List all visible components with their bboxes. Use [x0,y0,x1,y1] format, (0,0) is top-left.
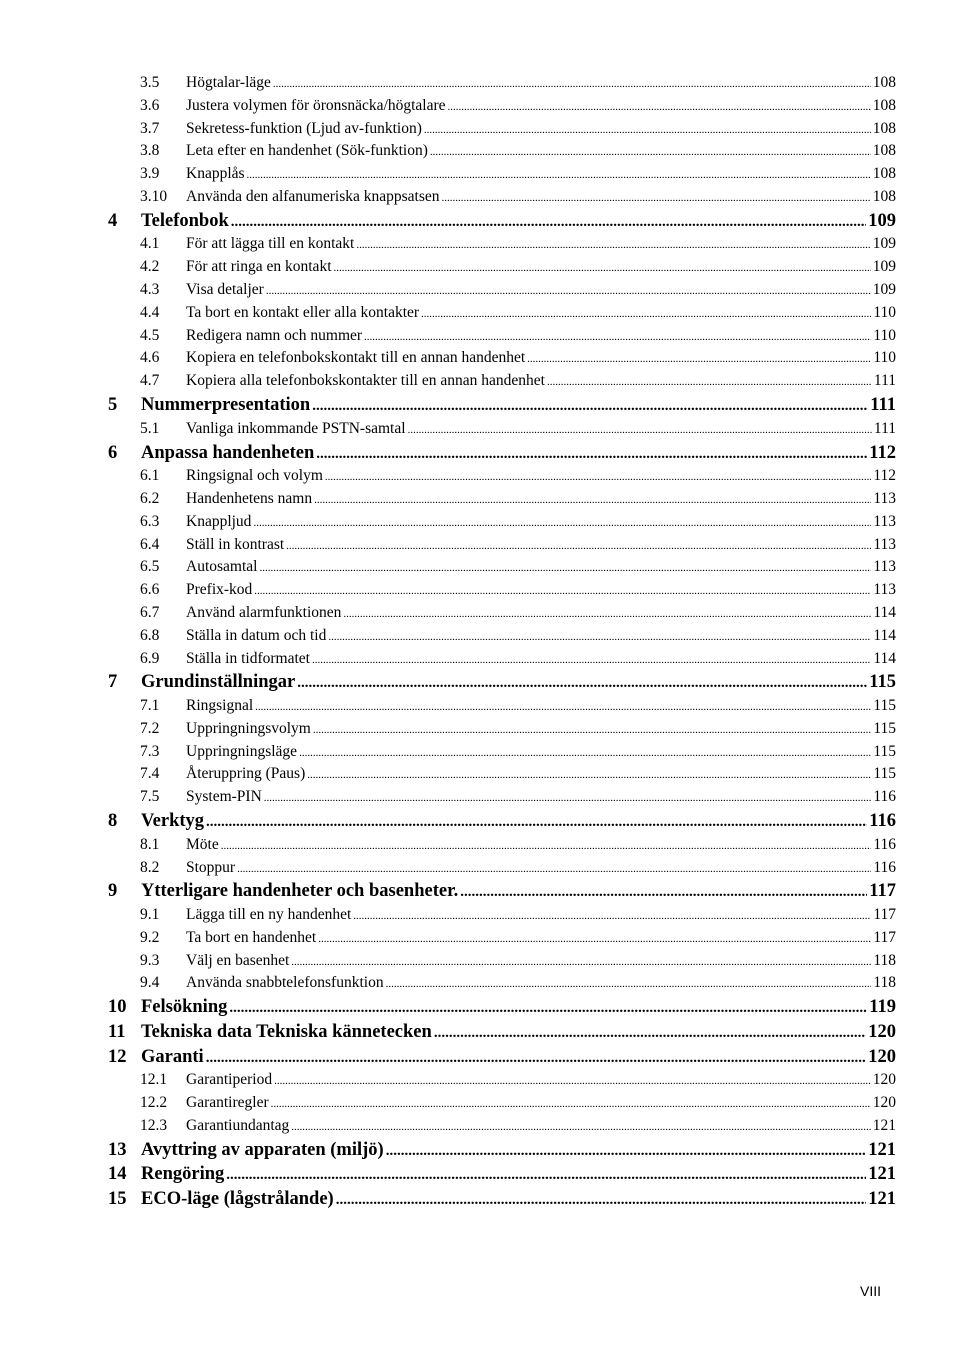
toc-section-entry[interactable] [108,118,896,141]
toc-entry-page: 110 [873,326,896,344]
toc-entry-title: Justera volymen för öronsnäcka/högtalare [186,96,446,114]
toc-entry-title: Stoppur [186,858,236,876]
toc-entry-title: Rengöring [141,1164,225,1185]
toc-entry-page: 118 [873,974,896,992]
toc-entry-page: 113 [873,558,896,576]
toc-entry-title: ECO-läge (lågstrålande) [141,1189,334,1210]
toc-entry-number: 6 [108,442,118,463]
dot-leader [237,857,871,881]
toc-entry-number: 4.7 [140,372,160,390]
toc-entry-number: 10 [108,997,127,1018]
toc-entry-title: Ta bort en handenhet [186,928,317,946]
toc-entry-page: 116 [873,788,896,806]
toc-entry-page: 112 [869,442,896,463]
toc-entry-number: 6.2 [140,490,160,508]
toc-entry-title: Verktyg [141,811,205,832]
dot-leader [226,1162,866,1188]
toc-section-entry[interactable] [108,1115,896,1138]
dot-leader [229,995,867,1021]
toc-section-entry[interactable] [108,163,896,186]
dot-leader [247,163,871,187]
dot-leader [291,1115,870,1139]
toc-entry-number: 7 [108,672,118,693]
dot-leader [274,1069,871,1093]
toc-entry-page: 111 [873,419,896,437]
toc-entry-title: Felsökning [141,997,228,1018]
toc-entry-title: Leta efter en handenhet (Sök-funktion) [186,142,428,160]
toc-entry-page: 117 [873,928,896,946]
dot-leader [460,879,867,905]
toc-entry-title: Garantiregler [186,1094,269,1112]
dot-leader [356,233,870,257]
toc-entry-page: 110 [873,303,896,321]
toc-entry-page: 108 [872,142,896,160]
toc-entry-number: 15 [108,1189,127,1210]
toc-chapter-entry[interactable] [108,1045,896,1070]
toc-entry-number: 9.1 [140,906,160,924]
toc-entry-number: 11 [108,1021,126,1042]
dot-leader [271,1092,871,1116]
toc-section-entry[interactable] [108,904,896,927]
toc-entry-title: Använd alarmfunktionen [186,604,342,621]
toc-entry-title: Tekniska data Tekniska kännetecken [141,1021,432,1042]
toc-entry-number: 6.3 [140,512,160,530]
dot-leader [266,279,871,303]
toc-entry-number: 7.4 [140,765,160,783]
toc-section-entry[interactable] [108,972,896,995]
toc-entry-number: 4 [108,210,118,231]
toc-entry-page: 108 [872,187,896,205]
toc-section-entry[interactable] [108,718,896,741]
toc-section-entry[interactable] [108,648,896,671]
toc-entry-page: 109 [872,258,896,276]
toc-entry-title: Sekretess-funktion (Ljud av-funktion) [186,119,422,137]
dot-leader [386,972,872,996]
dot-leader [286,534,871,558]
toc-chapter-entry[interactable] [108,393,896,418]
dot-leader [442,186,871,210]
toc-section-entry[interactable] [108,140,896,163]
toc-entry-number: 7.2 [140,719,160,737]
toc-section-entry[interactable] [108,857,896,880]
toc-section-entry[interactable] [108,279,896,302]
dot-leader [259,556,871,580]
dot-leader [314,488,871,512]
toc-entry-page: 116 [873,835,896,853]
toc-entry-page: 116 [873,858,896,876]
dot-leader [291,950,871,974]
toc-section-entry[interactable] [108,695,896,718]
toc-entry-page: 121 [868,1139,896,1160]
toc-chapter-entry[interactable] [108,995,896,1020]
toc-entry-number: 7.3 [140,742,160,760]
toc-chapter-entry[interactable] [108,879,896,904]
dot-leader [206,1045,867,1071]
toc-section-entry[interactable] [108,488,896,511]
toc-section-entry[interactable] [108,534,896,557]
toc-entry-number: 3.9 [140,165,160,183]
toc-entry-number: 13 [108,1139,127,1160]
toc-entry-page: 112 [873,467,896,485]
toc-entry-title: Avyttring av apparaten (miljö) [141,1139,384,1160]
toc-section-entry[interactable] [108,95,896,118]
page-number: VIII [860,1283,882,1299]
toc-entry-page: 109 [868,210,896,231]
toc-chapter-entry[interactable] [108,809,896,834]
toc-entry-number: 9 [108,881,118,902]
toc-entry-number: 6.1 [140,467,160,485]
toc-entry-page: 110 [873,349,896,367]
toc-section-entry[interactable] [108,186,896,209]
toc-entry-number: 7.5 [140,788,160,806]
toc-entry-number: 5.1 [140,419,160,437]
dot-leader [299,741,871,765]
toc-entry-number: 4.3 [140,281,160,299]
toc-entry-title: Ställa in datum och tid [186,626,327,644]
toc-entry-title: Handenhetens namn [186,490,313,508]
toc-entry-page: 118 [873,951,896,969]
toc-entry-title: För att lägga till en kontakt [186,235,355,253]
toc-entry-title: Ytterligare handenheter och basenheter. [141,881,459,902]
toc-entry-page: 121 [868,1189,896,1210]
toc-entry-number: 3.10 [140,187,168,205]
toc-entry-number: 12.3 [140,1116,168,1134]
toc-section-entry[interactable] [108,325,896,348]
toc-section-entry[interactable] [108,763,896,786]
toc-entry-page: 115 [869,672,896,693]
toc-entry-page: 108 [872,119,896,137]
toc-entry-page: 115 [873,765,896,783]
toc-entry-title: Ställ in kontrast [186,535,285,553]
toc-entry-number: 4.1 [140,235,160,253]
dot-leader [312,648,871,672]
dot-leader [206,809,867,835]
toc-entry-title: Ta bort en kontakt eller alla kontakter [186,303,420,321]
toc-entry-page: 108 [872,165,896,183]
toc-entry-page: 115 [873,742,896,760]
toc-section-entry[interactable] [108,233,896,256]
toc-entry-title: Återuppring (Paus) [186,765,306,783]
toc-entry-title: Redigera namn och nummer [186,326,363,344]
dot-leader [253,511,871,535]
toc-entry-number: 8.2 [140,858,160,876]
dot-leader [336,1187,867,1213]
toc-entry-number: 4.5 [140,326,160,344]
toc-chapter-entry[interactable] [108,1020,896,1045]
toc-entry-number: 14 [108,1164,127,1185]
toc-entry-page: 121 [872,1116,896,1134]
toc-entry-number: 3.5 [140,74,160,91]
toc-entry-title: Välj en basenhet [186,951,290,969]
toc-entry-page: 113 [873,535,896,553]
toc-entry-title: Visa detaljer [186,281,264,299]
toc-section-entry[interactable] [108,579,896,602]
toc-section-entry[interactable] [108,370,896,393]
dot-leader [273,72,871,96]
toc-chapter-entry[interactable] [108,1138,896,1163]
dot-leader [424,118,871,142]
toc-entry-page: 121 [868,1164,896,1185]
toc-entry-number: 9.3 [140,951,160,969]
toc-entry-number: 12.2 [140,1094,168,1112]
toc-entry-title: Använda snabbtelefonsfunktion [186,974,384,992]
dot-leader [386,1138,867,1164]
toc-entry-title: Garanti [141,1046,204,1067]
toc-entry-title: Ställa in tidformatet [186,649,310,667]
toc-entry-title: Autosamtal [186,558,258,576]
toc-entry-title: Använda den alfanumeriska knappsatsen [186,187,440,205]
toc-entry-title: System-PIN [186,788,262,806]
toc-section-entry[interactable] [108,927,896,950]
dot-leader [527,347,871,371]
toc-entry-page: 115 [873,697,896,715]
toc-section-entry[interactable] [108,625,896,648]
toc-entry-number: 12 [108,1046,127,1067]
toc-section-entry[interactable] [108,302,896,325]
toc-entry-number: 8.1 [140,835,160,853]
toc-entry-title: För att ringa en kontakt [186,258,332,276]
toc-entry-page: 116 [869,811,896,832]
toc-chapter-entry[interactable] [108,1162,896,1187]
dot-leader [434,1020,866,1046]
toc-entry-title: Garantiundantag [186,1116,290,1134]
toc-entry-title: Ringsignal [186,697,254,715]
toc-entry-title: Knapplås [186,165,245,183]
toc-entry-number: 9.2 [140,928,160,946]
toc-section-entry[interactable] [108,786,896,809]
dot-leader [353,904,871,928]
toc-section-entry[interactable] [108,741,896,764]
toc-entry-title: Högtalar-läge [186,74,271,91]
toc-entry-number: 6.4 [140,535,160,553]
toc-section-entry[interactable] [108,256,896,279]
toc-entry-title: Lägga till en ny handenhet [186,906,352,924]
toc-section-entry[interactable] [108,511,896,534]
toc-entry-number: 8 [108,811,118,832]
dot-leader [328,625,871,649]
toc-section-entry[interactable] [108,602,896,625]
toc-entry-title: Telefonbok [141,210,229,231]
dot-leader [448,95,871,119]
dot-leader [408,418,872,442]
toc-entry-title: Vanliga inkommande PSTN-samtal [186,419,406,437]
toc-entry-page: 109 [872,281,896,299]
dot-leader [313,718,871,742]
toc-entry-title: Knappljud [186,512,252,530]
toc-entry-page: 114 [873,604,896,621]
toc-entry-number: 6.5 [140,558,160,576]
toc-entry-number: 9.4 [140,974,160,992]
dot-leader [343,602,871,626]
toc-section-entry[interactable] [108,465,896,488]
dot-leader [316,441,867,467]
toc-entry-page: 120 [868,1021,896,1042]
toc-section-entry[interactable] [108,347,896,370]
toc-entry-page: 120 [872,1094,896,1112]
dot-leader [312,393,868,419]
table-of-contents [108,72,896,1212]
toc-entry-page: 117 [873,906,896,924]
toc-entry-number: 7.1 [140,697,160,715]
toc-entry-number: 3.8 [140,142,160,160]
toc-chapter-entry[interactable] [108,441,896,466]
toc-entry-title: Möte [186,835,219,853]
dot-leader [254,579,871,603]
dot-leader [421,302,871,326]
toc-entry-page: 114 [873,649,896,667]
toc-entry-number: 12.1 [140,1071,168,1089]
toc-entry-page: 109 [872,235,896,253]
toc-entry-title: Uppringningsläge [186,742,298,760]
toc-entry-number: 6.6 [140,581,160,599]
toc-entry-title: Kopiera en telefonbokskontakt till en annan handenhet [186,349,526,367]
toc-entry-title: Ringsignal och volym [186,467,323,485]
toc-section-entry[interactable] [108,950,896,973]
toc-entry-number: 4.6 [140,349,160,367]
toc-entry-title: Nummerpresentation [141,395,311,416]
toc-entry-title: Garantiperiod [186,1071,273,1089]
toc-entry-page: 113 [873,490,896,508]
toc-chapter-entry[interactable] [108,1187,896,1212]
toc-entry-number: 5 [108,395,118,416]
dot-leader [307,763,871,787]
toc-entry-page: 120 [868,1046,896,1067]
toc-entry-page: 108 [872,74,896,91]
toc-section-entry[interactable] [108,418,896,441]
dot-leader [255,695,871,719]
dot-leader [318,927,871,951]
toc-entry-number: 6.7 [140,604,160,621]
dot-leader [264,786,872,810]
toc-entry-title: Anpassa handenheten [141,442,315,463]
toc-entry-title: Kopiera alla telefonbokskontakter till en annan handenhet [186,372,545,390]
toc-entry-page: 120 [872,1071,896,1089]
toc-entry-page: 114 [873,626,896,644]
toc-entry-page: 113 [873,581,896,599]
toc-entry-number: 3.6 [140,96,160,114]
toc-entry-number: 6.8 [140,626,160,644]
toc-chapter-entry[interactable] [108,670,896,695]
toc-entry-number: 6.9 [140,649,160,667]
toc-entry-number: 3.7 [140,119,160,137]
toc-section-entry[interactable] [108,72,896,95]
toc-entry-page: 113 [873,512,896,530]
toc-entry-page: 111 [873,372,896,390]
toc-entry-number: 4.4 [140,303,160,321]
toc-entry-page: 111 [870,395,896,416]
dot-leader [297,670,867,696]
toc-section-entry[interactable] [108,1092,896,1115]
toc-entry-page: 117 [869,881,896,902]
toc-entry-page: 115 [873,719,896,737]
toc-entry-number: 4.2 [140,258,160,276]
dot-leader [221,834,872,858]
toc-entry-page: 108 [872,96,896,114]
dot-leader [547,370,872,394]
toc-section-entry[interactable] [108,834,896,857]
dot-leader [231,209,867,235]
dot-leader [334,256,871,280]
toc-entry-page: 119 [869,997,896,1018]
toc-section-entry[interactable] [108,556,896,579]
toc-chapter-entry[interactable] [108,209,896,234]
toc-section-entry[interactable] [108,1069,896,1092]
toc-entry-title: Grundinställningar [141,672,296,693]
toc-entry-title: Prefix-kod [186,581,253,599]
dot-leader [325,465,871,489]
dot-leader [364,325,871,349]
toc-entry-title: Uppringningsvolym [186,719,311,737]
dot-leader [430,140,871,164]
